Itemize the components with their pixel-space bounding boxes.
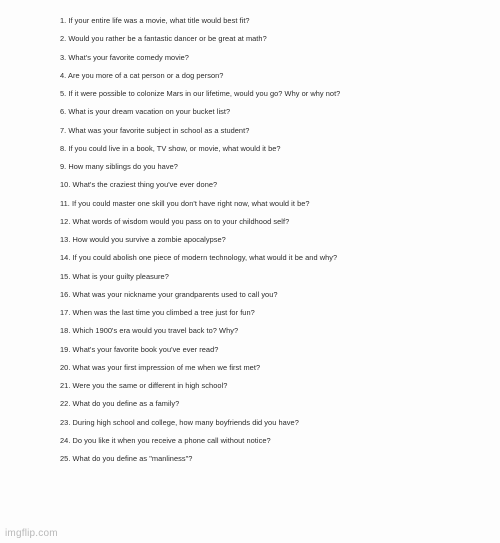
question-item: 19. What's your favorite book you've ever read? — [60, 344, 219, 354]
question-item: 22. What do you define as a family? — [60, 399, 180, 409]
question-item: 7. What was your favorite subject in school as a student? — [60, 125, 250, 135]
question-item: 20. What was your first impression of me when we first met? — [60, 362, 261, 372]
question-item: 8. If you could live in a book, TV show, or movie, what would it be? — [60, 143, 281, 153]
question-item: 13. How would you survive a zombie apocalypse? — [60, 235, 226, 244]
question-item: 1. If your entire life was a movie, what title would best fit? — [60, 16, 250, 25]
question-item: 24. Do you like it when you receive a phone call without notice? — [60, 435, 271, 445]
question-item: 6. What is your dream vacation on your bucket list? — [60, 107, 231, 117]
question-item: 14. If you could abolish one piece of modern technology, what would it be and why? — [60, 253, 338, 263]
question-item: 3. What's your favorite comedy movie? — [60, 52, 189, 62]
question-item: 9. How many siblings do you have? — [60, 162, 178, 171]
question-item: 5. If it were possible to colonize Mars in our lifetime, would you go? Why or why not? — [60, 89, 341, 98]
question-item: 2. Would you rather be a fantastic dancer or be great at math? — [60, 34, 267, 44]
question-item: 17. When was the last time you climbed a tree just for fun? — [60, 308, 255, 317]
question-item: 4. Are you more of a cat person or a dog person? — [60, 70, 224, 80]
question-item: 23. During high school and college, how many boyfriends did you have? — [60, 417, 299, 427]
imgflip-watermark: imgflip.com — [5, 528, 58, 539]
question-item: 10. What's the craziest thing you've ever done? — [60, 180, 218, 190]
question-item: 21. Were you the same or different in high school? — [60, 381, 228, 390]
question-item: 15. What is your guilty pleasure? — [60, 271, 169, 281]
question-item: 12. What words of wisdom would you pass on to your childhood self? — [60, 216, 290, 226]
question-item: 18. Which 1900's era would you travel back to? Why? — [60, 326, 239, 336]
question-item: 16. What was your nickname your grandparents used to call you? — [60, 289, 278, 299]
question-list — [60, 13, 490, 469]
question-item: 11. If you could master one skill you don't have right now, what would it be? — [60, 198, 310, 208]
question-item: 25. What do you define as "manliness"? — [60, 454, 193, 463]
